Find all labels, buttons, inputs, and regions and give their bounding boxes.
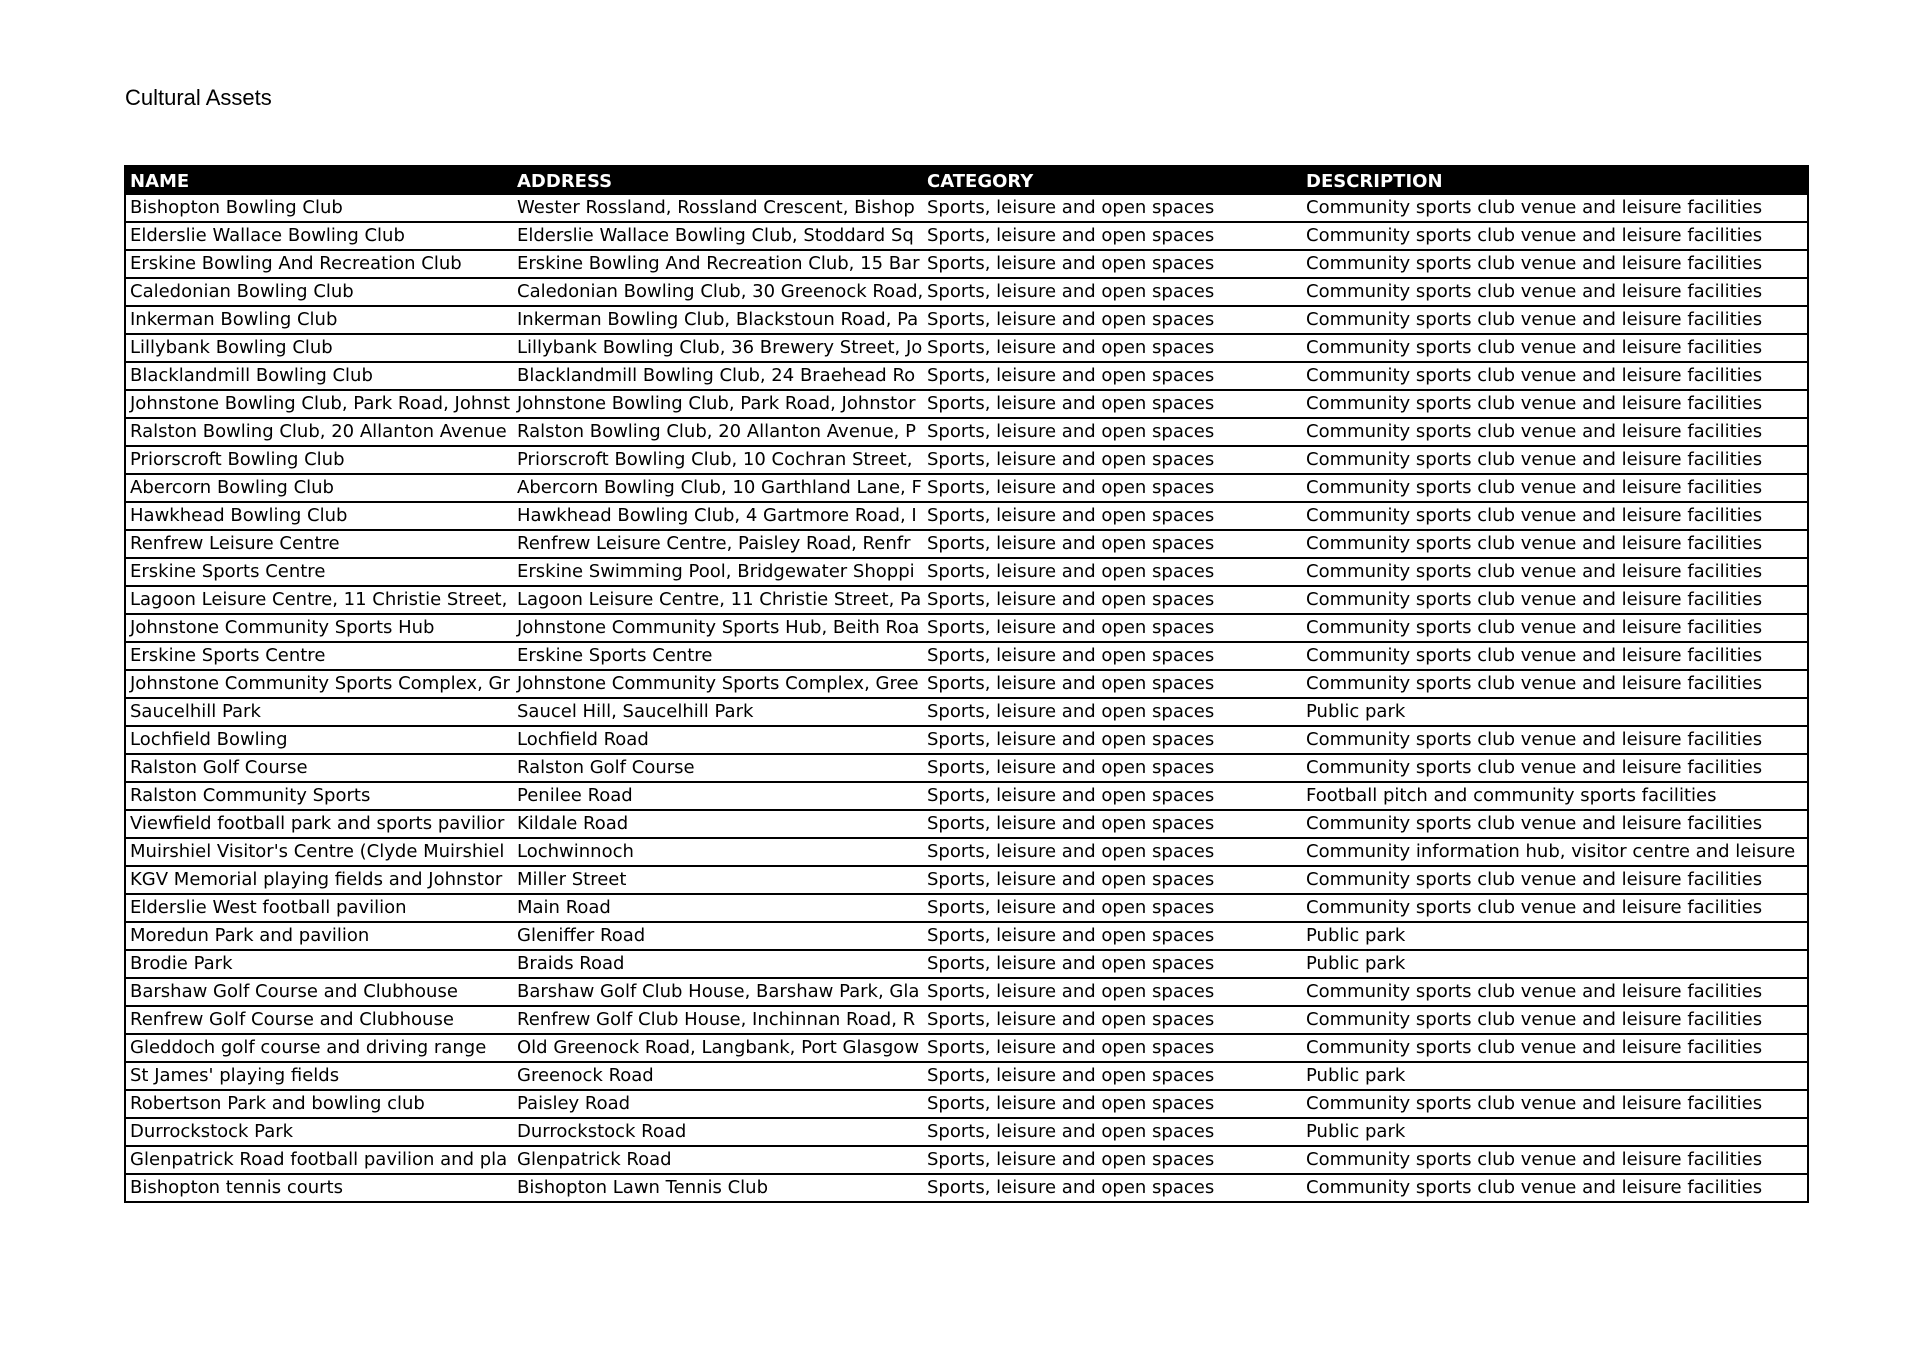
cell-address: Ralston Bowling Club, 20 Allanton Avenue, P (513, 418, 923, 446)
cell-description: Community sports club venue and leisure facilities (1302, 754, 1808, 782)
cell-category: Sports, leisure and open spaces (923, 1062, 1302, 1090)
table-row (125, 838, 1808, 866)
cell-name: Blacklandmill Bowling Club (125, 362, 513, 390)
cell-description: Community sports club venue and leisure facilities (1302, 614, 1808, 642)
cell-category: Sports, leisure and open spaces (923, 530, 1302, 558)
cell-name: Priorscroft Bowling Club (125, 446, 513, 474)
cell-name: Lillybank Bowling Club (125, 334, 513, 362)
cell-description: Community sports club venue and leisure facilities (1302, 418, 1808, 446)
cell-description: Community sports club venue and leisure facilities (1302, 866, 1808, 894)
cell-category: Sports, leisure and open spaces (923, 894, 1302, 922)
cell-address: Main Road (513, 894, 923, 922)
cell-address: Blacklandmill Bowling Club, 24 Braehead Ro (513, 362, 923, 390)
cell-category: Sports, leisure and open spaces (923, 446, 1302, 474)
cell-name: Moredun Park and pavilion (125, 922, 513, 950)
table-row (125, 446, 1808, 474)
cell-address: Kildale Road (513, 810, 923, 838)
table-header-row (125, 166, 1808, 195)
cell-address: Braids Road (513, 950, 923, 978)
cell-address: Priorscroft Bowling Club, 10 Cochran Street, (513, 446, 923, 474)
cell-category: Sports, leisure and open spaces (923, 250, 1302, 278)
cell-category: Sports, leisure and open spaces (923, 362, 1302, 390)
cell-description: Community sports club venue and leisure facilities (1302, 726, 1808, 754)
cell-description: Community sports club venue and leisure facilities (1302, 558, 1808, 586)
table-row (125, 306, 1808, 334)
cell-description: Community sports club venue and leisure facilities (1302, 642, 1808, 670)
cell-category: Sports, leisure and open spaces (923, 1118, 1302, 1146)
cell-address: Johnstone Community Sports Complex, Gree (513, 670, 923, 698)
cell-category: Sports, leisure and open spaces (923, 1146, 1302, 1174)
cell-name: St James' playing fields (125, 1062, 513, 1090)
cell-description: Community sports club venue and leisure facilities (1302, 195, 1808, 222)
cell-category: Sports, leisure and open spaces (923, 950, 1302, 978)
cell-description: Community information hub, visitor centre and leisure (1302, 838, 1808, 866)
cell-description: Community sports club venue and leisure facilities (1302, 1006, 1808, 1034)
cell-category: Sports, leisure and open spaces (923, 1006, 1302, 1034)
table-row (125, 362, 1808, 390)
cell-address: Bishopton Lawn Tennis Club (513, 1174, 923, 1202)
assets-table (124, 165, 1809, 1203)
cell-description: Community sports club venue and leisure facilities (1302, 474, 1808, 502)
cell-category: Sports, leisure and open spaces (923, 1034, 1302, 1062)
cell-address: Lillybank Bowling Club, 36 Brewery Street, Jo (513, 334, 923, 362)
cell-name: Barshaw Golf Course and Clubhouse (125, 978, 513, 1006)
table-row (125, 1062, 1808, 1090)
cell-name: Glenpatrick Road football pavilion and pla (125, 1146, 513, 1174)
cell-description: Community sports club venue and leisure facilities (1302, 446, 1808, 474)
cell-description: Football pitch and community sports facilities (1302, 782, 1808, 810)
cell-address: Paisley Road (513, 1090, 923, 1118)
table-body (125, 195, 1808, 1202)
table-row (125, 642, 1808, 670)
cell-description: Community sports club venue and leisure facilities (1302, 306, 1808, 334)
cell-category: Sports, leisure and open spaces (923, 614, 1302, 642)
cell-category: Sports, leisure and open spaces (923, 642, 1302, 670)
cell-category: Sports, leisure and open spaces (923, 754, 1302, 782)
cell-category: Sports, leisure and open spaces (923, 306, 1302, 334)
table-row (125, 782, 1808, 810)
cell-category: Sports, leisure and open spaces (923, 810, 1302, 838)
cell-category: Sports, leisure and open spaces (923, 390, 1302, 418)
cell-category: Sports, leisure and open spaces (923, 474, 1302, 502)
cell-description: Community sports club venue and leisure facilities (1302, 978, 1808, 1006)
cell-name: Elderslie West football pavilion (125, 894, 513, 922)
cell-category: Sports, leisure and open spaces (923, 418, 1302, 446)
cell-category: Sports, leisure and open spaces (923, 978, 1302, 1006)
cell-name: Ralston Community Sports (125, 782, 513, 810)
cell-category: Sports, leisure and open spaces (923, 222, 1302, 250)
cell-category: Sports, leisure and open spaces (923, 782, 1302, 810)
cell-category: Sports, leisure and open spaces (923, 698, 1302, 726)
cell-category: Sports, leisure and open spaces (923, 838, 1302, 866)
cell-category: Sports, leisure and open spaces (923, 1090, 1302, 1118)
cell-name: Erskine Sports Centre (125, 642, 513, 670)
cell-address: Durrockstock Road (513, 1118, 923, 1146)
cell-category: Sports, leisure and open spaces (923, 726, 1302, 754)
cell-description: Community sports club venue and leisure facilities (1302, 362, 1808, 390)
cell-name: Saucelhill Park (125, 698, 513, 726)
cell-description: Community sports club venue and leisure facilities (1302, 810, 1808, 838)
cell-name: Elderslie Wallace Bowling Club (125, 222, 513, 250)
cell-category: Sports, leisure and open spaces (923, 334, 1302, 362)
cell-name: Bishopton Bowling Club (125, 195, 513, 222)
cell-address: Saucel Hill, Saucelhill Park (513, 698, 923, 726)
table-row (125, 894, 1808, 922)
header-address: ADDRESS (513, 166, 923, 195)
cell-name: Lagoon Leisure Centre, 11 Christie Street, (125, 586, 513, 614)
table-row (125, 1174, 1808, 1202)
cell-category: Sports, leisure and open spaces (923, 502, 1302, 530)
cell-address: Renfrew Golf Club House, Inchinnan Road, R (513, 1006, 923, 1034)
cell-category: Sports, leisure and open spaces (923, 586, 1302, 614)
cell-name: Renfrew Leisure Centre (125, 530, 513, 558)
cell-category: Sports, leisure and open spaces (923, 278, 1302, 306)
cell-address: Glenpatrick Road (513, 1146, 923, 1174)
cell-name: Lochfield Bowling (125, 726, 513, 754)
table-row (125, 978, 1808, 1006)
cell-description: Community sports club venue and leisure facilities (1302, 1090, 1808, 1118)
header-name: NAME (125, 166, 513, 195)
table-row (125, 418, 1808, 446)
table-row (125, 222, 1808, 250)
table-row (125, 390, 1808, 418)
cell-description: Community sports club venue and leisure facilities (1302, 502, 1808, 530)
cell-name: Muirshiel Visitor's Centre (Clyde Muirshiel (125, 838, 513, 866)
table-row (125, 1090, 1808, 1118)
cell-name: Hawkhead Bowling Club (125, 502, 513, 530)
table-row (125, 474, 1808, 502)
cell-name: Abercorn Bowling Club (125, 474, 513, 502)
cell-description: Community sports club venue and leisure facilities (1302, 334, 1808, 362)
table-row (125, 502, 1808, 530)
cell-name: Ralston Golf Course (125, 754, 513, 782)
cell-description: Community sports club venue and leisure facilities (1302, 530, 1808, 558)
cell-description: Community sports club venue and leisure facilities (1302, 222, 1808, 250)
table-row (125, 1034, 1808, 1062)
header-category: CATEGORY (923, 166, 1302, 195)
cell-address: Erskine Bowling And Recreation Club, 15 Bar (513, 250, 923, 278)
cell-name: Erskine Sports Centre (125, 558, 513, 586)
page-title: Cultural Assets (125, 85, 272, 110)
cell-address: Inkerman Bowling Club, Blackstoun Road, Pa (513, 306, 923, 334)
table-row (125, 530, 1808, 558)
cell-description: Community sports club venue and leisure facilities (1302, 250, 1808, 278)
cell-address: Barshaw Golf Club House, Barshaw Park, Gla (513, 978, 923, 1006)
table-row (125, 586, 1808, 614)
cell-name: Johnstone Bowling Club, Park Road, Johnst (125, 390, 513, 418)
table-row (125, 726, 1808, 754)
table-row (125, 866, 1808, 894)
cell-name: Johnstone Community Sports Hub (125, 614, 513, 642)
cell-name: Erskine Bowling And Recreation Club (125, 250, 513, 278)
cell-name: Inkerman Bowling Club (125, 306, 513, 334)
table-row (125, 698, 1808, 726)
cell-name: Brodie Park (125, 950, 513, 978)
cell-address: Lochwinnoch (513, 838, 923, 866)
cell-category: Sports, leisure and open spaces (923, 922, 1302, 950)
cell-address: Wester Rossland, Rossland Crescent, Bishop (513, 195, 923, 222)
table-row (125, 1146, 1808, 1174)
cell-category: Sports, leisure and open spaces (923, 866, 1302, 894)
cell-address: Elderslie Wallace Bowling Club, Stoddard Sq (513, 222, 923, 250)
table-row (125, 950, 1808, 978)
table-row (125, 922, 1808, 950)
cell-description: Community sports club venue and leisure facilities (1302, 278, 1808, 306)
cell-address: Johnstone Community Sports Hub, Beith Roa (513, 614, 923, 642)
cell-description: Community sports club venue and leisure facilities (1302, 894, 1808, 922)
cell-address: Lochfield Road (513, 726, 923, 754)
cell-description: Public park (1302, 922, 1808, 950)
table-row (125, 278, 1808, 306)
cell-address: Penilee Road (513, 782, 923, 810)
cell-description: Public park (1302, 1118, 1808, 1146)
table-row (125, 250, 1808, 278)
cell-name: Bishopton tennis courts (125, 1174, 513, 1202)
table-row (125, 1118, 1808, 1146)
cell-address: Hawkhead Bowling Club, 4 Gartmore Road, I (513, 502, 923, 530)
table-row (125, 670, 1808, 698)
cell-address: Abercorn Bowling Club, 10 Garthland Lane, F (513, 474, 923, 502)
cell-address: Gleniffer Road (513, 922, 923, 950)
table-row (125, 558, 1808, 586)
cell-description: Community sports club venue and leisure facilities (1302, 586, 1808, 614)
cell-address: Old Greenock Road, Langbank, Port Glasgow (513, 1034, 923, 1062)
cell-description: Community sports club venue and leisure facilities (1302, 390, 1808, 418)
cell-category: Sports, leisure and open spaces (923, 1174, 1302, 1202)
cell-name: Ralston Bowling Club, 20 Allanton Avenue (125, 418, 513, 446)
cell-description: Public park (1302, 1062, 1808, 1090)
cell-category: Sports, leisure and open spaces (923, 670, 1302, 698)
cell-address: Caledonian Bowling Club, 30 Greenock Road, (513, 278, 923, 306)
cell-address: Miller Street (513, 866, 923, 894)
cell-description: Community sports club venue and leisure facilities (1302, 1034, 1808, 1062)
cell-name: Gleddoch golf course and driving range (125, 1034, 513, 1062)
cell-address: Greenock Road (513, 1062, 923, 1090)
table-row (125, 810, 1808, 838)
cell-name: Durrockstock Park (125, 1118, 513, 1146)
table-row (125, 1006, 1808, 1034)
cell-address: Lagoon Leisure Centre, 11 Christie Street, Pa (513, 586, 923, 614)
table-row (125, 334, 1808, 362)
header-description: DESCRIPTION (1302, 166, 1808, 195)
cell-description: Community sports club venue and leisure facilities (1302, 670, 1808, 698)
table-row (125, 195, 1808, 222)
cell-address: Johnstone Bowling Club, Park Road, Johnstor (513, 390, 923, 418)
cell-name: Viewfield football park and sports pavilior (125, 810, 513, 838)
cell-category: Sports, leisure and open spaces (923, 558, 1302, 586)
cell-name: Robertson Park and bowling club (125, 1090, 513, 1118)
cell-category: Sports, leisure and open spaces (923, 195, 1302, 222)
cell-address: Erskine Sports Centre (513, 642, 923, 670)
cell-name: Johnstone Community Sports Complex, Gr (125, 670, 513, 698)
cell-description: Community sports club venue and leisure facilities (1302, 1146, 1808, 1174)
cell-address: Renfrew Leisure Centre, Paisley Road, Renfr (513, 530, 923, 558)
cell-description: Public park (1302, 950, 1808, 978)
cell-description: Public park (1302, 698, 1808, 726)
cell-name: KGV Memorial playing fields and Johnstor (125, 866, 513, 894)
cell-name: Caledonian Bowling Club (125, 278, 513, 306)
table-row (125, 614, 1808, 642)
cell-address: Ralston Golf Course (513, 754, 923, 782)
table-row (125, 754, 1808, 782)
cell-address: Erskine Swimming Pool, Bridgewater Shoppi (513, 558, 923, 586)
cell-description: Community sports club venue and leisure facilities (1302, 1174, 1808, 1202)
cell-name: Renfrew Golf Course and Clubhouse (125, 1006, 513, 1034)
